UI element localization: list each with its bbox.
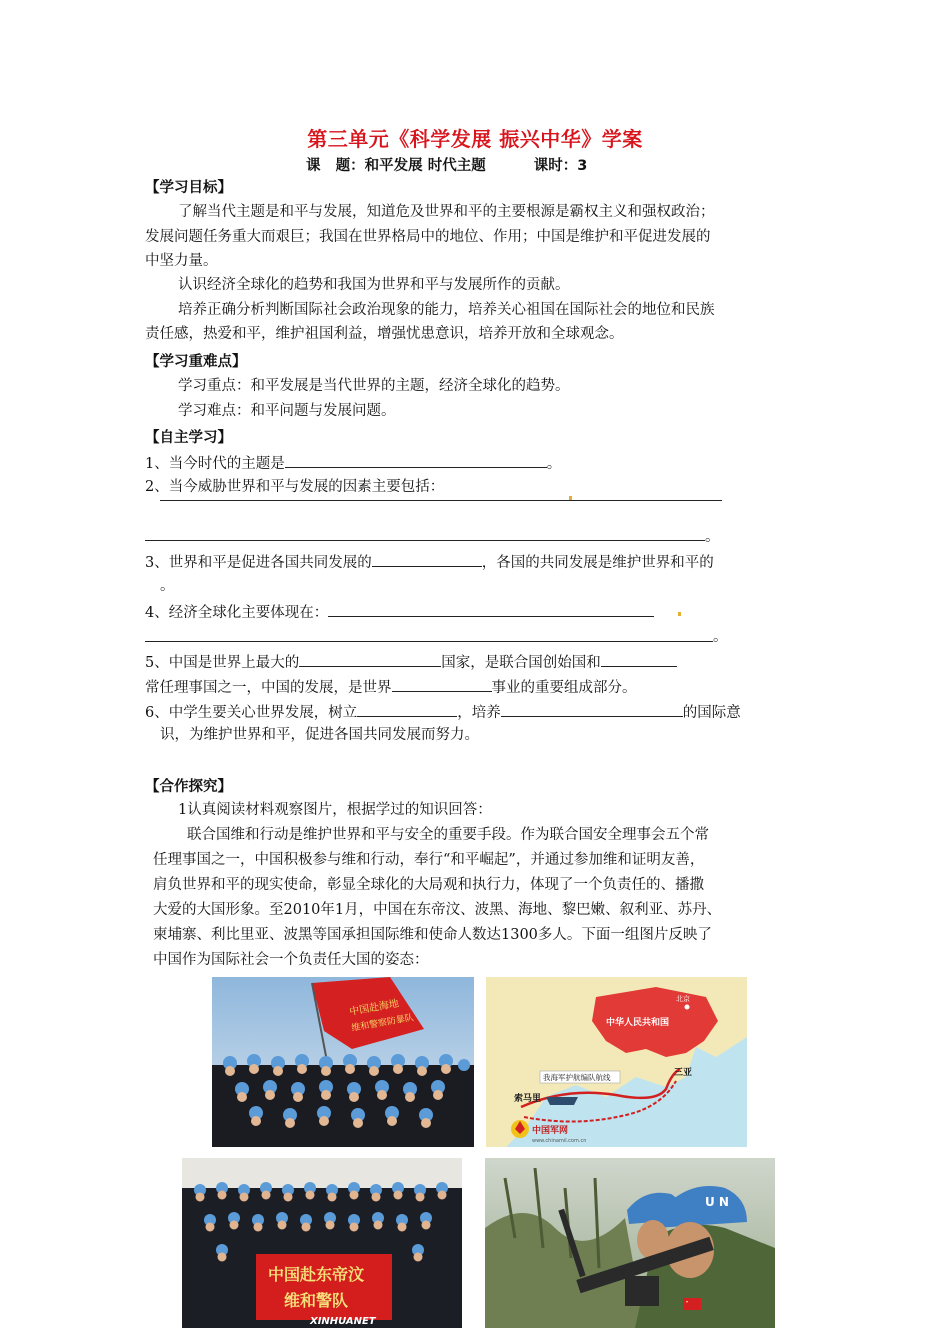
goals-line-6: 责任感，热爱和平，维护祖国利益，增强忧患意识，培养开放和全球观念。 <box>145 326 624 342</box>
edit-mark <box>569 496 572 500</box>
goals-heading: 【学习目标】 <box>145 180 232 196</box>
coop-line-1: 联合国维和行动是维护世界和平与安全的重要手段。作为联合国安全理事会五个常 <box>187 827 709 843</box>
goals-line-5: 培养正确分析判断国际社会政治现象的能力，培养关心祖国在国际社会的地位和民族 <box>178 302 715 318</box>
question-5: 5、中国是世界上最大的 国家，是联合国创始国和 <box>145 651 677 673</box>
selfstudy-heading: 【自主学习】 <box>145 430 232 446</box>
flag-text-1: 中国赴海地 <box>348 998 400 1018</box>
keypoint-difficulty: 学习难点：和平问题与发展问题。 <box>178 403 396 419</box>
coop-line-5: 柬埔寨、利比里亚、波黑等国承担国际维和使命人数达1300多人。下面一组图片反映了 <box>153 927 712 943</box>
coop-intro: 1认真阅读材料观察图片，根据学过的知识回答： <box>178 802 492 818</box>
question-2: 2、当今威胁世界和平与发展的因素主要包括： <box>145 479 445 495</box>
question-5-cont: 常任理事国之一，中国的发展，是世界 事业的重要组成部分。 <box>145 676 637 698</box>
question-3-end: 。 <box>160 578 175 594</box>
page-title: 第三单元《科学发展 振兴中华》学案 <box>307 127 643 151</box>
map-route-label: 我海军护航编队航线 <box>543 1073 611 1082</box>
answer-blank[interactable] <box>160 485 722 501</box>
question-1: 1、当今时代的主题是 。 <box>145 452 561 474</box>
goals-line-2: 发展问题任务重大而艰巨；我国在世界格局中的地位、作用；中国是维护和平促进发展的 <box>145 229 711 245</box>
question-3: 3、世界和平是促进各国共同发展的 ，各国的共同发展是维护世界和平的 <box>145 551 714 573</box>
answer-blank[interactable] <box>392 676 492 692</box>
answer-blank[interactable] <box>328 601 654 617</box>
answer-blank[interactable] <box>285 452 547 468</box>
map-site: www.chinamil.com.cn <box>532 1138 587 1144</box>
lesson-hours: 课时：3 <box>533 158 588 174</box>
question-2-end: 。 <box>705 529 720 545</box>
helmet-un-text: U N <box>705 1195 729 1209</box>
question-6: 6、中学生要关心世界发展，树立 ，培养 的国际意 <box>145 701 741 723</box>
keypoint-focus: 学习重点：和平发展是当代世界的主题，经济全球化的趋势。 <box>178 378 570 394</box>
lesson-topic: 课 题：和平发展 时代主题 <box>306 158 486 174</box>
coop-line-6: 中国作为国际社会一个负责任大国的姿态： <box>153 952 429 968</box>
map-label-sanya: 三亚 <box>674 1068 693 1078</box>
naval-escort-map <box>486 977 747 1147</box>
coop-line-2: 任理事国之一，中国积极参与维和行动，奉行“和平崛起”，并通过参加维和证明友善， <box>153 852 705 868</box>
coop-line-4: 大爱的大国形象。至2010年1月，中国在东帝汶、波黑、海地、黎巴嫩、叙利亚、苏丹、 <box>153 902 722 918</box>
answer-blank[interactable] <box>601 651 677 667</box>
goals-line-3: 中坚力量。 <box>145 253 218 269</box>
coop-heading: 【合作探究】 <box>145 779 232 795</box>
answer-blank[interactable] <box>501 701 683 717</box>
un-soldier-photo <box>485 1158 775 1328</box>
peacekeepers-flag-photo <box>212 977 474 1147</box>
map-label-china: 中华人民共和国 <box>606 1018 670 1028</box>
coop-line-3: 肩负世界和平的现实使命，彰显全球化的大局观和执行力，体现了一个负责任的、播撒 <box>153 877 704 893</box>
answer-blank[interactable] <box>372 551 482 567</box>
banner-text-2: 维和警队 <box>284 1291 349 1310</box>
xinhuanet-watermark: XINHUANET <box>310 1316 376 1327</box>
banner-text-1: 中国赴东帝汶 <box>268 1265 365 1284</box>
answer-blank[interactable] <box>357 701 457 717</box>
lesson-subtitle <box>306 154 587 175</box>
question-4-end: 。 <box>713 629 728 645</box>
map-logo-text: 中国军网 <box>532 1126 569 1136</box>
edit-mark <box>678 612 681 616</box>
map-label-somalia: 索马里 <box>514 1094 542 1104</box>
goals-line-4: 认识经济全球化的趋势和我国为世界和平与发展所作的贡献。 <box>178 277 570 293</box>
keypoints-heading: 【学习重难点】 <box>145 354 247 370</box>
answer-blank[interactable] <box>145 626 713 642</box>
map-label-beijing: 北京 <box>676 995 690 1003</box>
goals-line-1: 了解当代主题是和平与发展，知道危及世界和平的主要根源是霸权主义和强权政治； <box>178 204 715 220</box>
question-4: 4、经济全球化主要体现在： <box>145 601 654 623</box>
peacekeeping-police-photo <box>182 1158 462 1328</box>
flag-text-2: 维和警察防暴队 <box>350 1013 415 1034</box>
answer-blank[interactable] <box>145 525 705 541</box>
answer-blank[interactable] <box>299 651 441 667</box>
question-6-cont: 识，为维护世界和平，促进各国共同发展而努力。 <box>160 727 479 743</box>
